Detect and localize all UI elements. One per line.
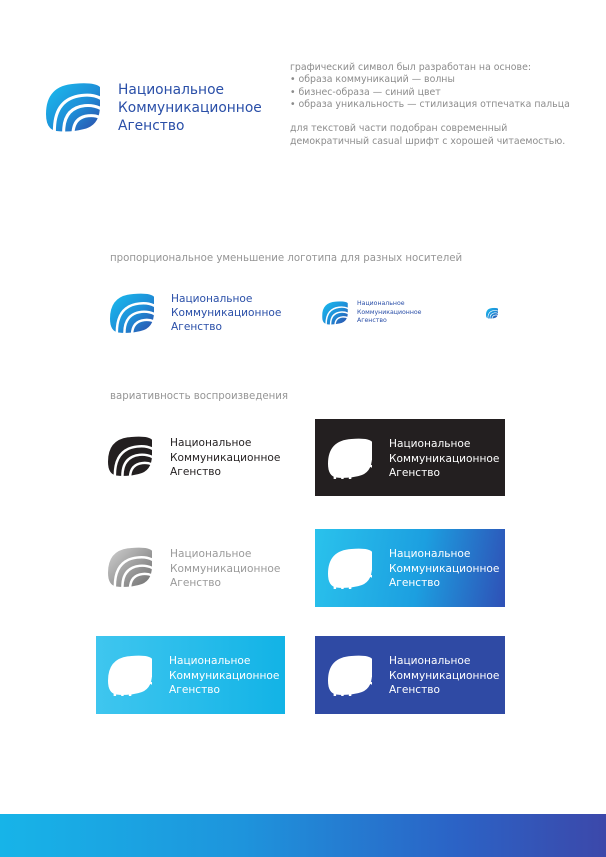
wordmark-line-1: Национальное bbox=[171, 293, 253, 305]
wordmark-line-1: Национальное bbox=[118, 82, 225, 98]
wordmark-line-3: Агенство bbox=[389, 684, 440, 697]
description-line: • бизнес-образа — синий цвет bbox=[290, 86, 441, 98]
fingerprint-wave-logo-mark bbox=[328, 546, 372, 589]
wordmark-line-1: Национальное bbox=[389, 438, 471, 450]
description-line: демократичный casual шрифт с хорошей читаемостью. bbox=[290, 135, 566, 147]
wordmark-line-2: Коммуникационное bbox=[118, 99, 262, 116]
logo-wordmark-small bbox=[357, 300, 421, 326]
footer-gradient-band bbox=[0, 814, 606, 857]
wordmark-line-3: Агенство bbox=[171, 321, 222, 334]
wordmark-line-1: Национальное bbox=[357, 300, 405, 307]
logo-wordmark bbox=[118, 82, 262, 135]
wordmark-line-1: Национальное bbox=[169, 655, 251, 667]
fingerprint-wave-logo-mark bbox=[46, 80, 100, 133]
fingerprint-wave-logo-mark bbox=[108, 653, 152, 696]
fingerprint-wave-logo-mark bbox=[110, 291, 154, 334]
fingerprint-wave-logo-mark bbox=[108, 434, 152, 477]
logo-wordmark-gray bbox=[170, 547, 280, 591]
wordmark-line-3: Агенство bbox=[389, 467, 440, 480]
wordmark-line-1: Национальное bbox=[389, 548, 471, 560]
logo-description bbox=[290, 62, 570, 148]
variant-panel-navy bbox=[315, 636, 505, 714]
wordmark-line-3: Агенство bbox=[357, 317, 387, 325]
description-line bbox=[290, 111, 570, 123]
wordmark-line-3: Агенство bbox=[118, 117, 185, 134]
wordmark-line-2: Коммуникационное bbox=[170, 451, 281, 464]
wordmark-line-2: Коммуникационное bbox=[389, 562, 500, 575]
variant-panel-dark bbox=[315, 419, 505, 496]
logo-wordmark-black bbox=[170, 436, 280, 480]
fingerprint-wave-logo-mark bbox=[322, 300, 348, 325]
wordmark-line-2: Коммуникационное bbox=[389, 669, 500, 682]
logo-wordmark-inverse bbox=[389, 547, 499, 591]
logo-wordmark-inverse bbox=[389, 654, 499, 698]
wordmark-line-2: Коммуникационное bbox=[389, 452, 500, 465]
logo-wordmark-inverse bbox=[169, 654, 279, 698]
logo-wordmark-medium bbox=[171, 292, 281, 335]
wordmark-line-2: Коммуникационное bbox=[170, 562, 281, 575]
fingerprint-wave-logo-mark bbox=[328, 653, 372, 696]
wordmark-line-1: Национальное bbox=[389, 655, 471, 667]
fingerprint-wave-logo-mark bbox=[486, 307, 498, 319]
description-line: графический символ был разработан на основе: bbox=[290, 62, 531, 73]
logo-wordmark-inverse bbox=[389, 437, 499, 481]
wordmark-line-3: Агенство bbox=[389, 577, 440, 590]
wordmark-line-2: Коммуникационное bbox=[171, 307, 282, 320]
variant-panel-gradient bbox=[315, 529, 505, 607]
variant-panel-cyan bbox=[96, 636, 285, 714]
wordmark-line-3: Агенство bbox=[169, 684, 220, 697]
description-line: • образа уникальность — стилизация отпечатка пальца bbox=[290, 98, 570, 110]
wordmark-line-2: Коммуникационное bbox=[169, 669, 280, 682]
variants-section-title: вариативность воспроизведения bbox=[110, 391, 289, 402]
wordmark-line-3: Агенство bbox=[170, 466, 221, 479]
wordmark-line-2: Коммуникационное bbox=[357, 308, 422, 316]
fingerprint-wave-logo-mark bbox=[328, 436, 372, 479]
description-line: • образа коммуникаций — волны bbox=[290, 74, 455, 86]
wordmark-line-1: Национальное bbox=[170, 437, 252, 449]
fingerprint-wave-logo-mark bbox=[108, 545, 152, 588]
description-line: для текстовй части подобран современный bbox=[290, 123, 508, 135]
wordmark-line-3: Агенство bbox=[170, 577, 221, 590]
wordmark-line-1: Национальное bbox=[170, 548, 252, 560]
scaling-section-title: пропорциональное уменьшение логотипа для разных носителей bbox=[110, 253, 463, 264]
